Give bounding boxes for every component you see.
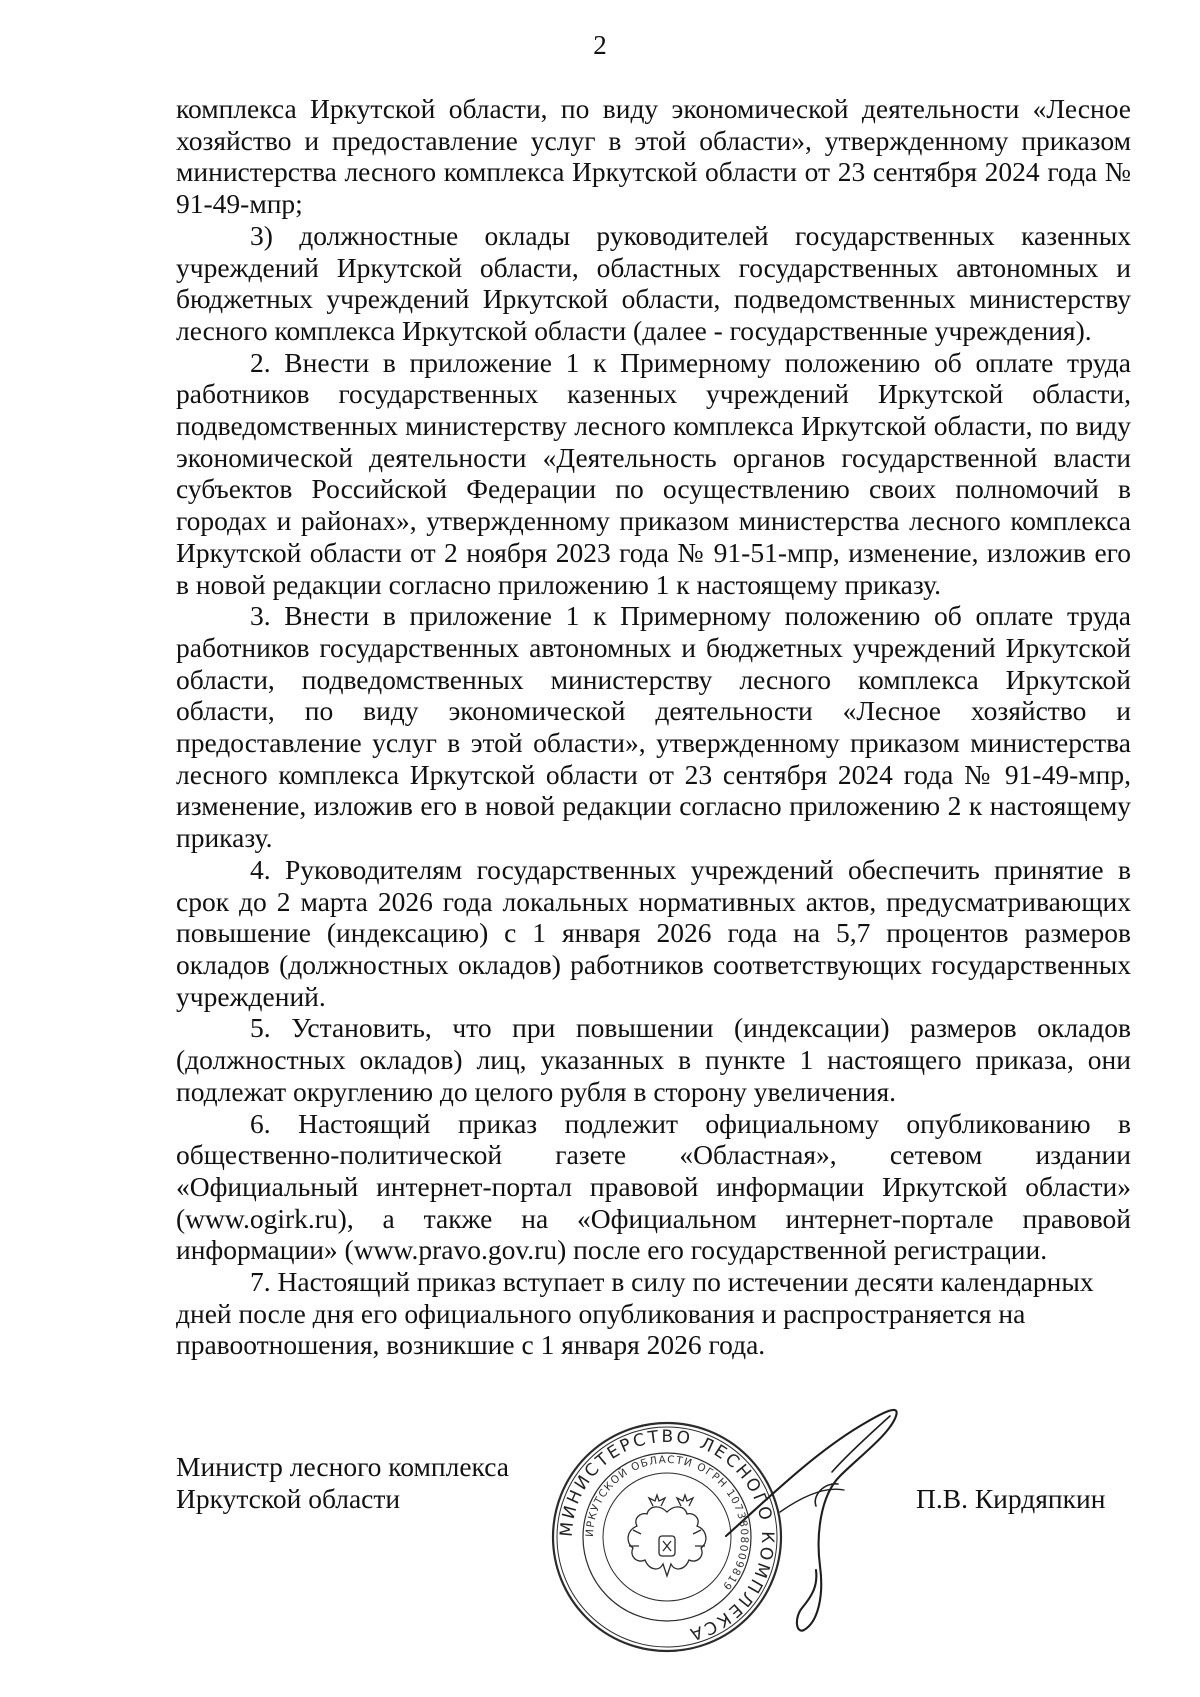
signatory-title	[176, 1451, 509, 1514]
paragraph-point-7: 7. Настоящий приказ вступает в силу по истечении десяти календарных дней после дня его официального опубликования и распространяется на правоотношения, возникшие с 1 января 2026 года.	[176, 1266, 1094, 1361]
svg-text:МИНИСТЕРСТВО ЛЕСНОГО КОМПЛЕКСА: МИНИСТЕРСТВО ЛЕСНОГО КОМПЛЕКСА	[556, 1426, 778, 1645]
paragraph-point-2: 2. Внести в приложение 1 к Примерному положению об оплате труда работников государственных казенных учреждений Иркутской области, подведомственных министерству лесного комплекса Иркутской области, по виду экономической деятельности «Деятельность органов государственной власти субъектов Российской Федерации по осуществлению своих полномочий в городах и районах», утвержденному приказом министерства лесного комплекса Иркутской области от 2 ноября 2023 года № 91-51-мпр, изменение, изложив его в новой редакции согласно приложению 1 к настоящему приказу.	[176, 346, 1131, 600]
paragraph-point-3: 3. Внести в приложение 1 к Примерному положению об оплате труда работников государственных автономных и бюджетных учреждений Иркутской области, подведомственных министерству лесного комплекса Иркутской области, по виду экономической деятельности «Лесное хозяйство и предоставление услуг в этой области», утвержденному приказом министерства лесного комплекса Иркутской области от 23 сентября 2024 года № 91-49-мпр, изменение, изложив его в новой редакции согласно приложению 2 к настоящему приказу.	[176, 600, 1131, 854]
svg-text:ИРКУТСКОЙ ОБЛАСТИ ОГРН 1073808: ИРКУТСКОЙ ОБЛАСТИ ОГРН 1073808009819	[583, 1453, 751, 1593]
paragraph-point-6: 6. Настоящий приказ подлежит официальному опубликованию в общественно-политической газете «Областная», сетевом издании «Официальный интернет-портал правовой информации Иркутской области» (www.ogirk.ru), а также на «Официальном интернет-портале правовой информации» (www.pravo.gov.ru) после его государственной регистрации.	[176, 1107, 1131, 1266]
paragraph-point-4: 4. Руководителям государственных учреждений обеспечить принятие в срок до 2 марта 2026 года локальных нормативных актов, предусматривающих повышение (индексацию) с 1 января 2026 года на 5,7 процентов размеров окладов (должностных окладов) работников соответствующих государственных учреждений.	[176, 853, 1131, 1012]
signatory-name: П.В. Кирдяпкин	[916, 1483, 1106, 1514]
signatory-title-line-2: Иркутской области	[176, 1482, 401, 1514]
paragraph-continuation: комплекса Иркутской области, по виду экономической деятельности «Лесное хозяйство и предоставление услуг в этой области», утвержденному приказом министерства лесного комплекса Иркутской области от 23 сентября 2024 года № 91-49-мпр;	[176, 93, 1131, 220]
document-body	[176, 93, 1131, 1361]
handwritten-signature	[720, 1386, 930, 1646]
page-number: 2	[593, 30, 607, 60]
paragraph-item-3: 3) должностные оклады руководителей государственных казенных учреждений Иркутской области, областных государственных автономных и бюджетных учреждений Иркутской области, подведомственных министерству лесного комплекса Иркутской области (далее - государственные учреждения).	[176, 219, 1131, 346]
paragraph-point-5: 5. Установить, что при повышении (индексации) размеров окладов (должностных окладов) лиц, указанных в пункте 1 настоящего приказа, они подлежат округлению до целого рубля в сторону увеличения.	[176, 1012, 1131, 1107]
signatory-title-line-1: Министр лесного комплекса	[176, 1451, 509, 1482]
